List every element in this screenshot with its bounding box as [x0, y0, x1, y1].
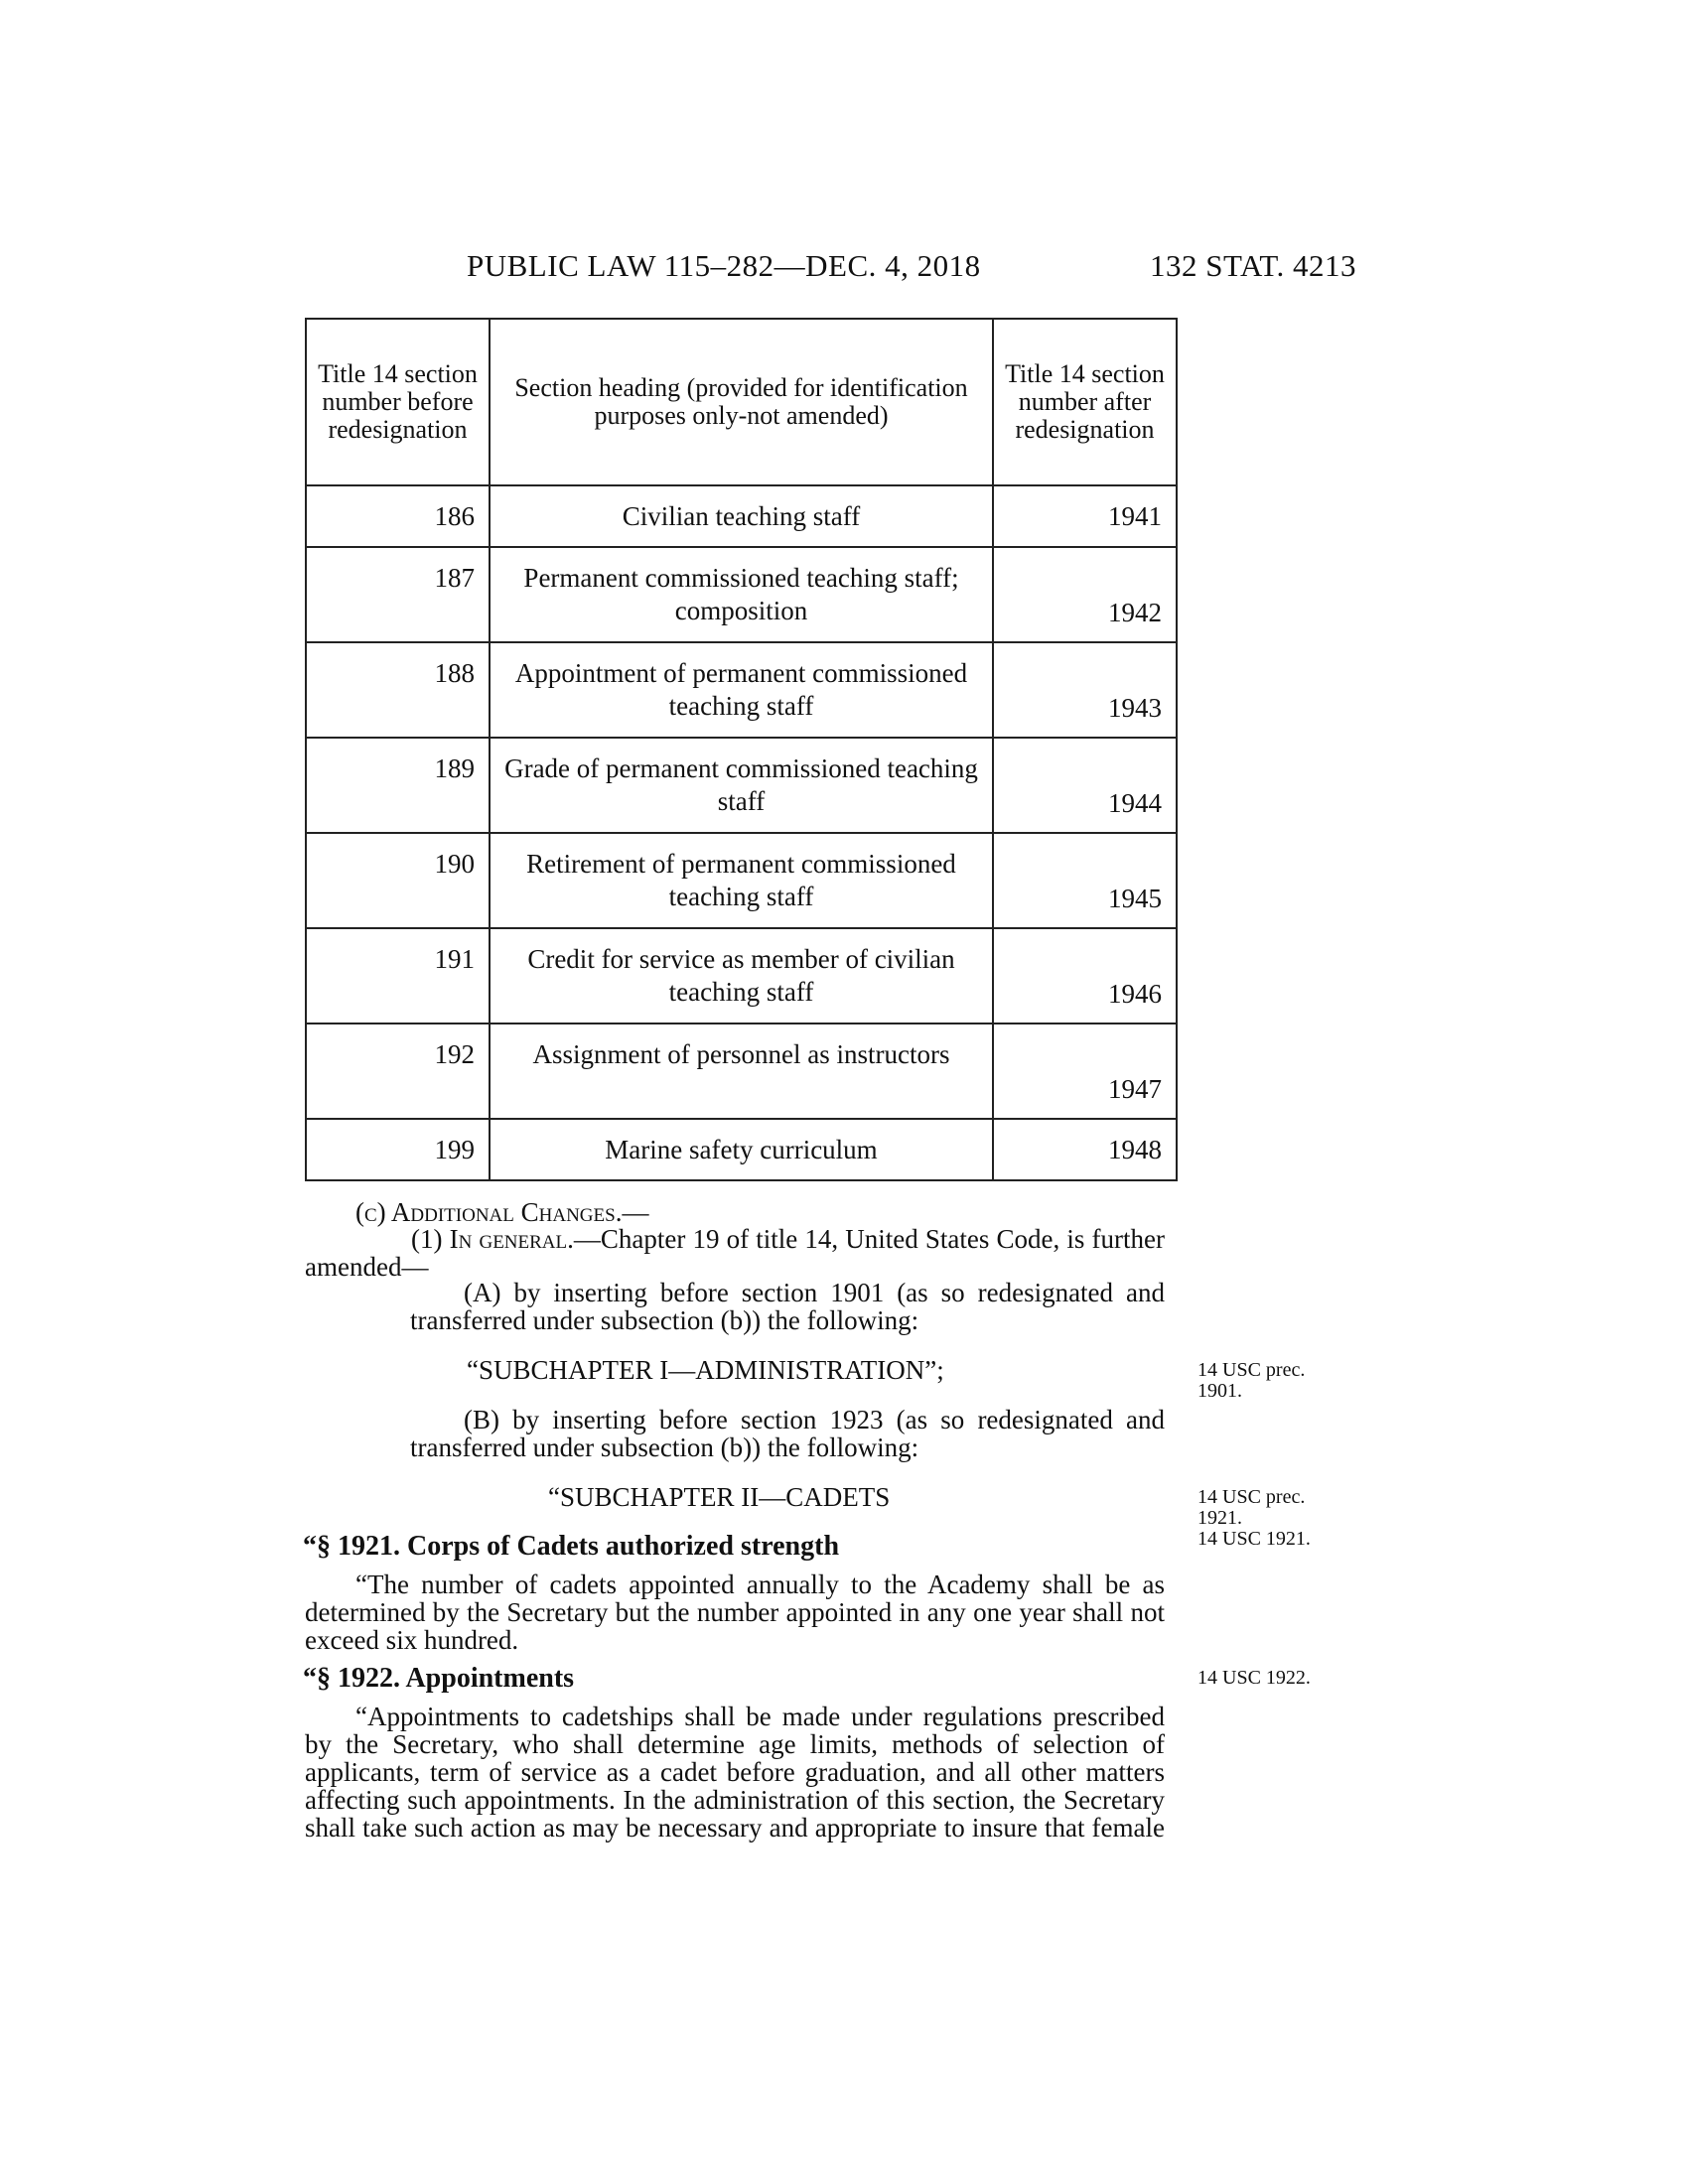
- cell-before: 187: [306, 547, 490, 642]
- paragraph-1: [305, 1225, 1165, 1281]
- cell-after: 1941: [993, 485, 1177, 547]
- cell-heading: Retirement of permanent commissioned teaching staff: [490, 833, 993, 928]
- paragraph-A: (A) by inserting before section 1901 (as so redesignated and transferred under subsection (b)) the following:: [410, 1278, 1165, 1335]
- table-row: [306, 738, 1177, 833]
- table-row: [306, 928, 1177, 1024]
- redesignation-table: [305, 318, 1178, 1181]
- table-row: [306, 642, 1177, 738]
- section-1921-text: “The number of cadets appointed annually to the Academy shall be as determined by the Secretary but the number appointed in any one year shall not exceed six hundred.: [305, 1570, 1165, 1655]
- subchapter-1-heading: “SUBCHAPTER I—ADMINISTRATION”;: [467, 1355, 944, 1385]
- page-header-stat: 132 STAT. 4213: [1150, 248, 1357, 283]
- cell-heading: Credit for service as member of civilian teaching staff: [490, 928, 993, 1024]
- cell-before: 186: [306, 485, 490, 547]
- table-row: [306, 1119, 1177, 1180]
- table-row: [306, 1024, 1177, 1119]
- margin-note-1922: 14 USC 1922.: [1197, 1667, 1311, 1689]
- cell-heading: Appointment of permanent commissioned teaching staff: [490, 642, 993, 738]
- table-row: [306, 833, 1177, 928]
- table-row: [306, 485, 1177, 547]
- cell-after: 1942: [993, 547, 1177, 642]
- cell-heading: Marine safety curriculum: [490, 1119, 993, 1180]
- cell-after: 1944: [993, 738, 1177, 833]
- paragraph-B: (B) by inserting before section 1923 (as so redesignated and transferred under subsection (b)) the following:: [410, 1405, 1165, 1462]
- cell-after: 1947: [993, 1024, 1177, 1119]
- cell-before: 192: [306, 1024, 490, 1119]
- table-header-row: [306, 319, 1177, 485]
- cell-heading: Grade of permanent commissioned teaching staff: [490, 738, 993, 833]
- cell-before: 190: [306, 833, 490, 928]
- page-header-title: PUBLIC LAW 115–282—DEC. 4, 2018: [467, 248, 981, 283]
- cell-after: 1946: [993, 928, 1177, 1024]
- section-1922-text: “Appointments to cadetships shall be made under regulations prescribed by the Secretary, who shall determine age limits, methods of selection of applicants, term of service as a cadet before graduation, and all other matters affecting such appointments. In the administration of this section, the Secretary shall take such action as may be necessary and appropriate to insure that female: [305, 1702, 1165, 1843]
- subchapter-2-heading: “SUBCHAPTER II—CADETS: [548, 1482, 891, 1512]
- cell-after: 1943: [993, 642, 1177, 738]
- paragraph-1-text: —Chapter 19 of title 14, United States Code, is further amended—: [305, 1224, 1165, 1282]
- cell-after: 1948: [993, 1119, 1177, 1180]
- col-header-heading: Section heading (provided for identification purposes only-not amended): [490, 319, 993, 485]
- margin-note-1921: 14 USC 1921.: [1197, 1528, 1311, 1550]
- margin-note-prec-1901: 14 USC prec. 1901.: [1197, 1359, 1306, 1402]
- cell-heading: Permanent commissioned teaching staff; composition: [490, 547, 993, 642]
- cell-heading: Assignment of personnel as instructors: [490, 1024, 993, 1119]
- margin-note-prec-1921: 14 USC prec. 1921.: [1197, 1486, 1306, 1529]
- table-row: [306, 547, 1177, 642]
- section-1922-heading: “§ 1922. Appointments: [303, 1663, 575, 1694]
- cell-before: 191: [306, 928, 490, 1024]
- paragraph-1-label: (1) In general.: [411, 1224, 574, 1254]
- cell-after: 1945: [993, 833, 1177, 928]
- subsection-c-label: (c) Additional Changes.—: [355, 1197, 649, 1227]
- section-1921-heading: “§ 1921. Corps of Cadets authorized strength: [303, 1531, 840, 1562]
- cell-heading: Civilian teaching staff: [490, 485, 993, 547]
- col-header-before: Title 14 section number before redesignation: [306, 319, 490, 485]
- cell-before: 188: [306, 642, 490, 738]
- cell-before: 189: [306, 738, 490, 833]
- cell-before: 199: [306, 1119, 490, 1180]
- col-header-after: Title 14 section number after redesignation: [993, 319, 1177, 485]
